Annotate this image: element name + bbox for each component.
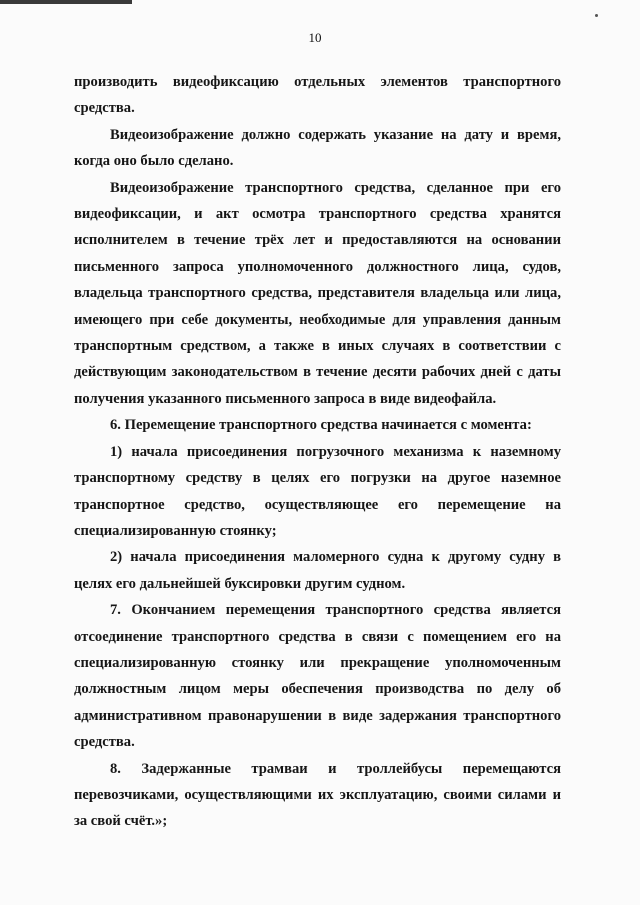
page-number: 10 (308, 30, 322, 45)
scan-artifact-bar (0, 0, 132, 4)
paragraph-video-storage: Видеоизображение транспортного средства, сделанное при его видеофиксации, и акт осмотра транспортного средства хранятся исполнителем в течение трёх лет и предоставляются на основании письменного запроса уполномоченного должностного лица, судов, владельца транспортного средства, представителя владельца или лица, имеющего при себе документы, необходимые для управления данным транспортным средством, а также в иных случаях в соответствии с действующим законодательством в течение десяти рабочих дней с даты получения указанного письменного запроса в виде видеофайла. (74, 179, 561, 407)
scan-artifact-dot (595, 14, 598, 17)
paragraph-item-6-2: 2) начала присоединения маломерного судна к другому судну в целях его дальнейшей буксировки другим судном. (74, 549, 561, 592)
paragraph-item-6: 6. Перемещение транспортного средства начинается с момента: (110, 417, 532, 434)
paragraph-item-8: 8. Задержанные трамваи и троллейбусы перемещаются перевозчиками, осуществляющими их эксплуатацию, своими силами и за свой счёт.»; (74, 760, 561, 830)
paragraph-item-7: 7. Окончанием перемещения транспортного средства является отсоединение транспортного средства в связи с помещением его на специализированную стоянку или прекращение уполномоченным должностным лицом меры обеспечения производства по делу об административном правонарушении в виде задержания транспортного средства. (74, 602, 561, 751)
document-body (74, 69, 561, 835)
paragraph-video-date-time: Видеоизображение должно содержать указание на дату и время, когда оно было сделано. (74, 126, 561, 170)
paragraph-item-6-1: 1) начала присоединения погрузочного механизма к наземному транспортному средству в целях его погрузки на другое наземное транспортное средство, осуществляющее его перемещение на специализированную стоянку; (74, 443, 561, 539)
paragraph-video-fixation-continuation: производить видеофиксацию отдельных элементов транспортного средства. (74, 74, 561, 117)
